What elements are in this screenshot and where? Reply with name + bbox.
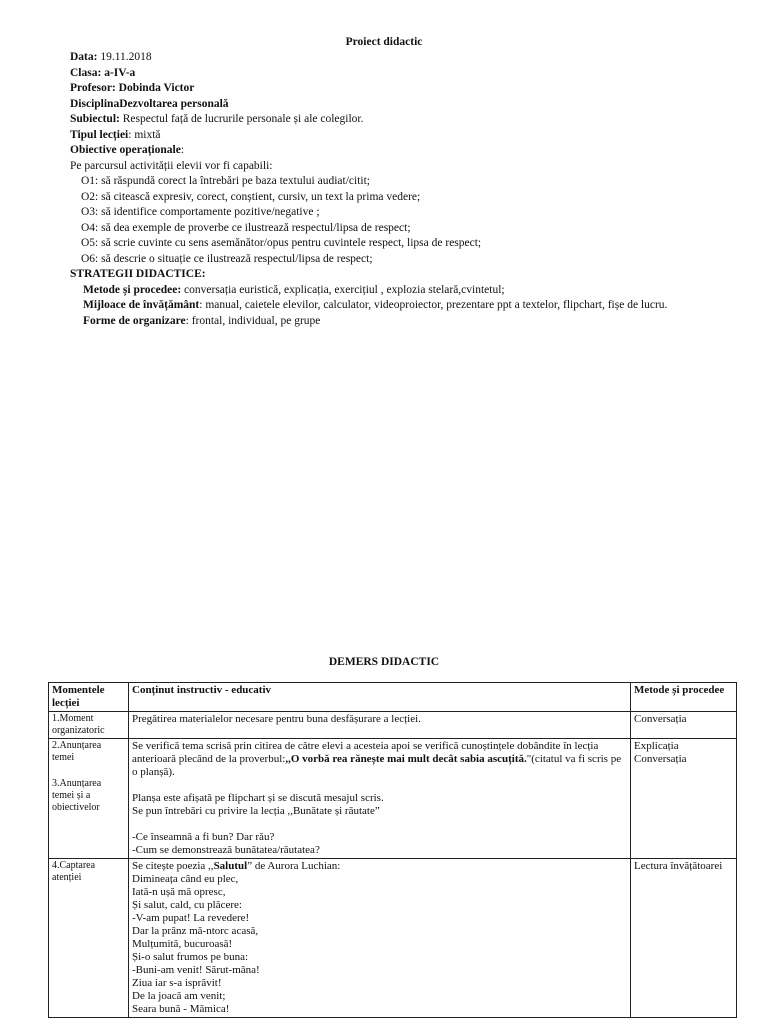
methods-cell [631, 859, 737, 1018]
strategies-list [70, 283, 710, 330]
objective-item: O2: să citească expresiv, corect, conștient, cursiv, un text la prima vedere; [81, 190, 421, 203]
content-line: Dimineața când eu plec, [132, 873, 239, 885]
info-field [70, 81, 710, 97]
methods-cell [631, 712, 737, 739]
objectives-intro: Pe parcursul activității elevii vor fi capabili: [70, 159, 273, 172]
info-field [70, 66, 710, 82]
info-field [70, 50, 710, 66]
header-content: Conținut instructiv - educativ [129, 683, 631, 712]
content-line: De la joacă am venit; [132, 990, 226, 1002]
content-line: Și-o salut frumos pe buna: [132, 951, 249, 963]
methods-cell [631, 739, 737, 859]
method-item: Lectura învățătoarei [634, 860, 723, 872]
lesson-fields [70, 50, 710, 159]
field-label: Disciplina [70, 97, 120, 110]
field-label: Data: [70, 51, 98, 63]
field-value: : [180, 144, 185, 156]
table-row [49, 739, 737, 859]
field-value: 19.11.2018 [97, 51, 152, 63]
info-field [70, 143, 710, 159]
content-cell [129, 739, 631, 859]
page-title: Proiect didactic [345, 36, 423, 48]
content-line [132, 740, 627, 779]
info-field [70, 128, 710, 144]
content-line: Seara bună - Mămica! [132, 1003, 230, 1015]
content-line: Se pun întrebări cu privire la lecția ,,Bunătate și răutate” [132, 805, 380, 817]
content-text: Se citește poezia ,, [132, 860, 214, 872]
blank-line [132, 818, 627, 831]
moment-cell [49, 859, 129, 1018]
field-value: a-IV-a [101, 66, 136, 79]
method-item: Explicația [634, 740, 679, 752]
field-label: Obiective operaționale [70, 144, 181, 156]
field-label: Subiectul: [70, 113, 120, 125]
strategy-item [70, 283, 710, 299]
strategy-value: : frontal, individual, pe grupe [185, 314, 321, 327]
lesson-info-block [70, 50, 710, 329]
moment-label: 4.Captarea atenției [52, 860, 96, 883]
moment-label: 3.Anunțarea temei și a obiectivelor [52, 778, 102, 813]
content-line: Și salut, cald, cu plăcere: [132, 899, 242, 911]
strategy-value: conversația euristică, explicația, exercițiul , explozia stelară,cvintetul; [181, 283, 505, 296]
moment-cell [49, 712, 129, 739]
field-value: : mixtă [128, 128, 161, 141]
objective-item: O1: să răspundă corect la întrebări pe baza textului audiat/citit; [81, 175, 370, 187]
objective-item: O3: să identifice comportamente pozitive/negative ; [81, 206, 320, 218]
table-row [49, 712, 737, 739]
content-cell [129, 859, 631, 1018]
field-value: Dezvoltarea personală [119, 97, 229, 110]
content-line: Dar la prânz mă-ntorc acasă, [132, 925, 259, 937]
strategies-title: STRATEGII DIDACTICE: [70, 268, 206, 280]
section-title: DEMERS DIDACTIC [328, 656, 440, 668]
content-line: Planșa este afișată pe flipchart și se discută mesajul scris. [132, 792, 384, 804]
strategy-label: Forme de organizare [83, 314, 186, 327]
poem-title: Salutul [213, 860, 248, 872]
objective-item: O5: să scrie cuvinte cu sens asemănător/opus pentru cuvintele respect, lipsa de respect; [81, 237, 482, 249]
content-text: ” de Aurora Luchian: [247, 860, 341, 872]
content-text: Se verifică tema scrisă prin citirea de către elevi a acesteia apoi se verifică cunoștințele dobândite în lecția anterioară plecând de la proverbul: [132, 740, 599, 765]
strategy-label: Mijloace de învățământ [83, 299, 200, 311]
content-line: -Buni-am venit! Sărut-mâna! [132, 964, 260, 976]
content-line: Mulțumită, bucuroasă! [132, 938, 233, 950]
method-item: Conversația [634, 753, 687, 765]
content-text: "(citatul va fi scris pe o planșă). [132, 753, 622, 778]
strategy-value: : manual, caietele elevilor, calculator, videoproiector, prezentare ppt a textelor, flipchart, fișe de lucru. [199, 299, 668, 311]
header-methods: Metode și procedee [631, 683, 737, 712]
info-field [70, 97, 710, 113]
field-label: Tipul lecției [70, 128, 129, 141]
field-label: Clasa: [70, 66, 102, 79]
info-field [70, 112, 710, 128]
objective-item: O6: să descrie o situație ce ilustrează respectul/lipsa de respect; [81, 252, 373, 265]
field-label: Profesor: [70, 82, 116, 94]
field-value: Dobinda Victor [115, 82, 195, 94]
table-header-row [49, 683, 737, 712]
moment-label: 1.Moment organizatoric [52, 713, 105, 736]
objective-item: O4: să dea exemple de proverbe ce ilustrează respectul/lipsa de respect; [81, 221, 411, 234]
content-line: Ziua iar s-a isprăvit! [132, 977, 222, 989]
content-line: -Ce înseamnă a fi bun? Dar rău? [132, 831, 275, 843]
strategy-item [70, 298, 710, 314]
content-line: -V-am pupat! La revedere! [132, 912, 250, 924]
content-line [132, 860, 627, 873]
strategy-item [70, 314, 710, 330]
strategy-label: Metode și procedee: [83, 283, 182, 296]
header-moments: Momentele lecției [49, 683, 129, 712]
content-cell [129, 712, 631, 739]
moment-label: 2.Anunțarea temei [52, 740, 102, 763]
proverb-quote: ,,O vorbă rea rănește mai mult decât sabia ascuțită. [285, 753, 527, 765]
method-item: Conversația [634, 713, 687, 725]
objectives-list [70, 174, 710, 267]
table-row [49, 859, 737, 1018]
content-line: Pregătirea materialelor necesare pentru buna desfășurare a lecției. [132, 713, 421, 725]
blank-line [132, 779, 627, 792]
content-line: Iată-n ușă mă opresc, [132, 886, 226, 898]
content-line: -Cum se demonstrează bunătatea/răutatea? [132, 844, 320, 856]
field-value: Respectul față de lucrurile personale și ale colegilor. [119, 113, 364, 125]
demers-table [48, 682, 737, 1018]
moment-cell [49, 739, 129, 859]
